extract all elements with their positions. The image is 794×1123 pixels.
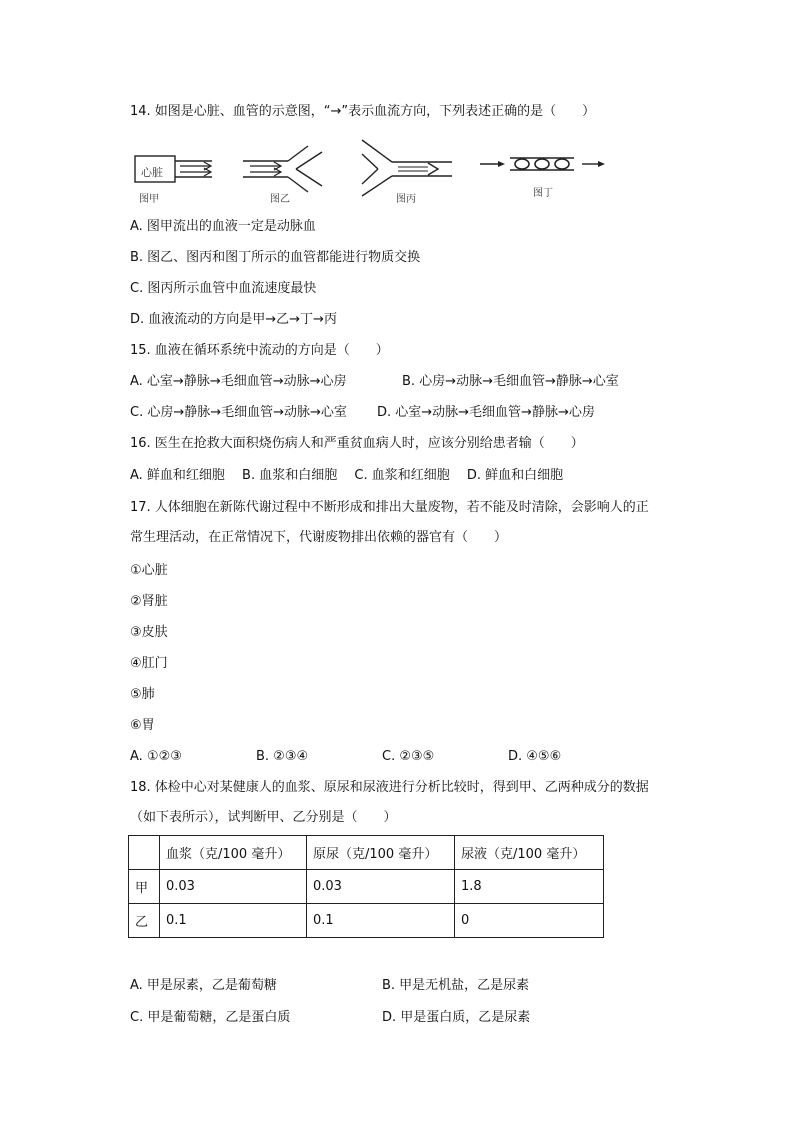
table-row: [129, 870, 604, 904]
q15-option-a: A. 心室→静脉→毛细血管→动脉→心房: [130, 374, 347, 389]
q16-stem: 16. 医生在抢救大面积烧伤病人和严重贫血病人时，应该分别给患者输（ ）: [130, 436, 584, 451]
q18-option-a: A. 甲是尿素，乙是葡萄糖: [130, 978, 277, 993]
table-cell: 乙: [129, 904, 160, 938]
q17-item-3: ③皮肤: [130, 625, 168, 640]
table-cell: 0.03: [160, 870, 307, 904]
q17-item-4: ④肛门: [130, 656, 168, 671]
q14-option-b: B. 图乙、图丙和图丁所示的血管都能进行物质交换: [130, 250, 421, 265]
q17-option-d: D. ④⑤⑥: [508, 749, 562, 764]
q18-data-table: [128, 835, 604, 938]
q15-stem: 15. 血液在循环系统中流动的方向是（ ）: [130, 343, 389, 358]
q18-option-b: B. 甲是无机盐，乙是尿素: [382, 978, 530, 993]
table-header-cell: 血浆（克/100 毫升）: [160, 836, 307, 870]
figure-label-bing: 图丙: [396, 194, 416, 205]
table-cell: 0.03: [307, 870, 455, 904]
q14-option-d: D. 血液流动的方向是甲→乙→丁→丙: [130, 312, 337, 327]
q17-item-5: ⑤肺: [130, 687, 155, 702]
q14-option-a: A. 图甲流出的血液一定是动脉血: [130, 219, 316, 234]
q17-option-c: C. ②③⑤: [382, 749, 435, 764]
q18-stem-line-2: （如下表所示），试判断甲、乙分别是（ ）: [130, 810, 397, 825]
table-header-cell: 尿液（克/100 毫升）: [455, 836, 604, 870]
q18-option-d: D. 甲是蛋白质，乙是尿素: [382, 1010, 531, 1025]
table-cell: 0.1: [160, 904, 307, 938]
table-row: [129, 904, 604, 938]
q15-options-row-2: [130, 404, 595, 422]
q17-item-2: ②肾脏: [130, 594, 168, 609]
table-cell: 1.8: [455, 870, 604, 904]
q18-option-c: C. 甲是葡萄糖，乙是蛋白质: [130, 1010, 291, 1025]
heart-box-label: 心脏: [141, 166, 163, 179]
q15-options-row-1: [130, 373, 619, 391]
table-cell: 0: [455, 904, 604, 938]
q15-option-d: D. 心室→动脉→毛细血管→静脉→心房: [377, 405, 595, 420]
q17-item-1: ①心脏: [130, 563, 168, 578]
q16-options: A. 鲜血和红细胞 B. 血浆和白细胞 C. 血浆和红细胞 D. 鲜血和白细胞: [130, 468, 564, 483]
q17-item-6: ⑥胃: [130, 718, 155, 733]
q17-option-b: B. ②③④: [256, 749, 309, 764]
q17-stem-line-2: 常生理活动，在正常情况下，代谢废物排出依赖的器官有（ ）: [130, 530, 508, 545]
table-header-cell: [129, 836, 160, 870]
q14-option-c: C. 图丙所示血管中血流速度最快: [130, 281, 317, 296]
q18-options-row-1: [130, 977, 530, 995]
q17-stem-line-1: 17. 人体细胞在新陈代谢过程中不断形成和排出大量废物，若不能及时清除，会影响人的正: [130, 500, 649, 515]
q17-option-a: A. ①②③: [130, 749, 182, 764]
q18-stem-line-1: 18. 体检中心对某健康人的血浆、原尿和尿液进行分析比较时，得到甲、乙两种成分的数据: [130, 780, 649, 795]
q18-options-row-2: [130, 1009, 531, 1027]
q14-stem: 14. 如图是心脏、血管的示意图，“→”表示血流方向，下列表述正确的是（ ）: [130, 104, 596, 119]
q15-option-b: B. 心房→动脉→毛细血管→静脉→心室: [402, 374, 619, 389]
table-header-cell: 原尿（克/100 毫升）: [307, 836, 455, 870]
figure-label-jia: 图甲: [139, 194, 159, 205]
table-cell: 甲: [129, 870, 160, 904]
figure-label-ding: 图丁: [533, 188, 553, 199]
table-header-row: [129, 836, 604, 870]
table-cell: 0.1: [307, 904, 455, 938]
figure-label-yi: 图乙: [270, 194, 290, 205]
q15-option-c: C. 心房→静脉→毛细血管→动脉→心室: [130, 405, 347, 420]
q14-figure: [130, 134, 620, 206]
